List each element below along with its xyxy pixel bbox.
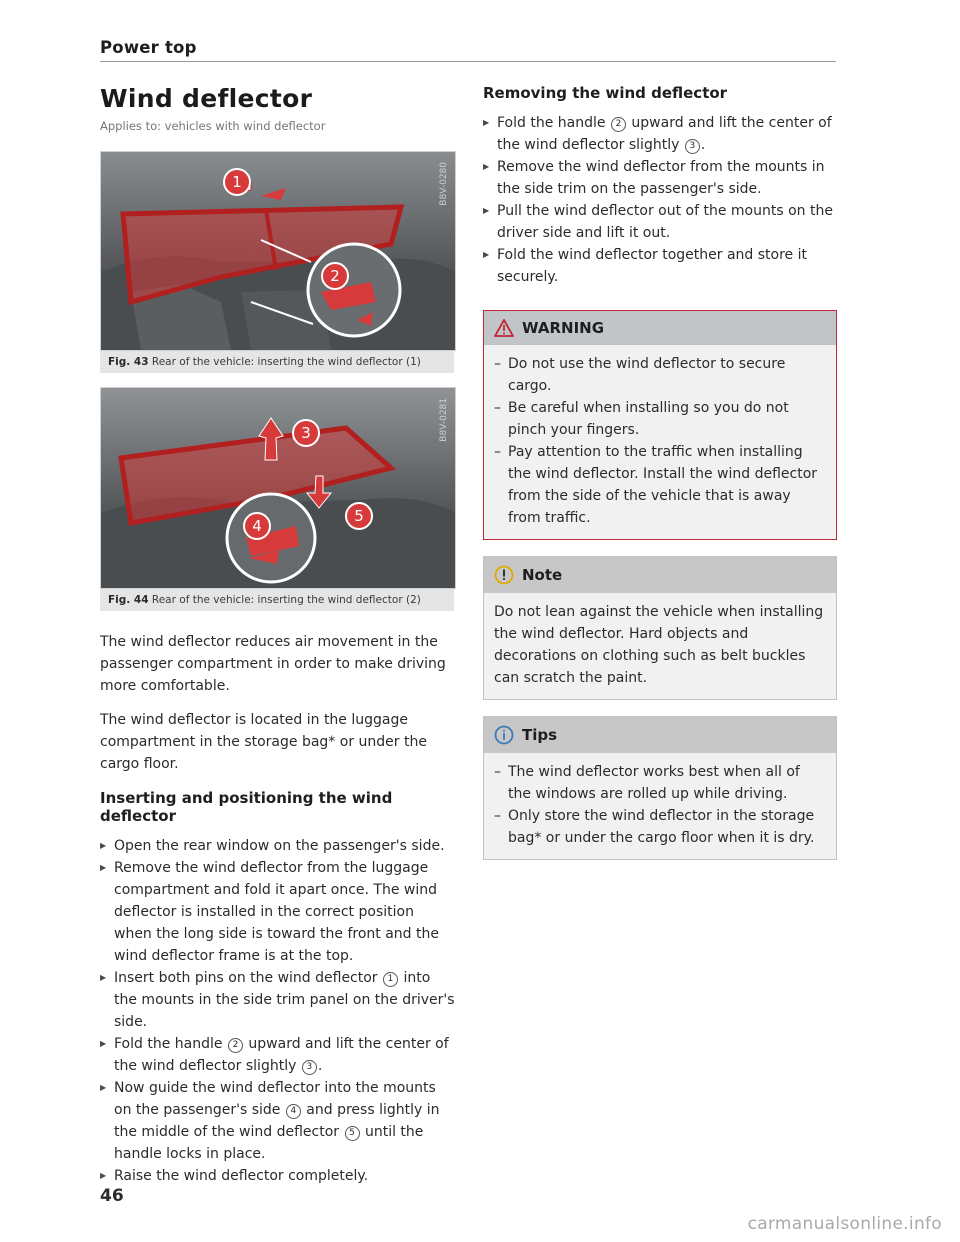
callout-ref-3b: 3 — [685, 139, 700, 154]
figure-44-code: B8V-0281 — [439, 398, 449, 442]
warning-body — [484, 345, 836, 539]
inserting-step-2: ▶ Remove the wind deflector from the luggage compartment and fold it apart once. The wind deflector is installed in the correct position when the long side is toward the front and the wind deflector frame is at the top. — [100, 857, 456, 967]
warning-label: WARNING — [522, 319, 605, 337]
inserting-step-6: ▶ Raise the wind deflector completely. — [100, 1165, 456, 1187]
note-label: Note — [522, 566, 563, 584]
callout-1: 1 — [232, 173, 242, 191]
callout-3: 3 — [301, 424, 311, 442]
warning-box — [483, 310, 837, 540]
info-icon — [494, 725, 514, 745]
inserting-step-4: ▶ Fold the handle 2 upward and lift the center of the wind deflector slightly 3 . — [100, 1033, 456, 1077]
tips-item-1: – The wind deflector works best when all of the windows are rolled up while driving. — [494, 761, 826, 805]
tips-item-2: – Only store the wind deflector in the storage bag* or under the cargo floor when it is dry. — [494, 805, 826, 849]
warning-triangle-icon — [494, 319, 514, 337]
removing-step-3: ▶ Pull the wind deflector out of the mounts on the driver side and lift it out. — [483, 200, 837, 244]
removing-step-4: ▶ Fold the wind deflector together and store it securely. — [483, 244, 837, 288]
note-exclamation-icon — [494, 565, 514, 585]
figure-44-label: Fig. 44 — [108, 594, 149, 606]
figure-43 — [100, 151, 456, 373]
warning-item-1: – Do not use the wind deflector to secure cargo. — [494, 353, 826, 397]
page-number: 46 — [100, 1186, 124, 1206]
callout-5: 5 — [354, 507, 364, 525]
removing-steps — [483, 112, 837, 288]
callout-ref-5: 5 — [345, 1126, 360, 1141]
removing-heading: Removing the wind deflector — [483, 84, 728, 102]
note-header — [484, 557, 836, 593]
inserting-step-5: ▶ Now guide the wind deflector into the mounts on the passenger's side 4 and press lightly in the middle of the wind deflector 5 until the handle locks in place. — [100, 1077, 456, 1165]
callout-ref-2b: 2 — [611, 117, 626, 132]
figure-44-caption-text: Rear of the vehicle: inserting the wind deflector (2) — [151, 594, 421, 606]
tips-label: Tips — [522, 726, 558, 744]
warning-item-2: – Be careful when installing so you do not pinch your fingers. — [494, 397, 826, 441]
page-header — [100, 38, 836, 62]
figure-43-caption-text: Rear of the vehicle: inserting the wind deflector (1) — [151, 356, 421, 368]
warning-header — [484, 311, 836, 345]
callout-ref-2: 2 — [228, 1038, 243, 1053]
applies-to-note: Applies to: vehicles with wind deflector — [100, 119, 326, 133]
inserting-step-3: ▶ Insert both pins on the wind deflector 1 into the mounts in the side trim panel on the driver's side. — [100, 967, 456, 1033]
running-head: Power top — [100, 38, 197, 57]
intro-paragraph-2: The wind deflector is located in the luggage compartment in the storage bag* or under the cargo floor. — [100, 712, 427, 772]
callout-ref-1: 1 — [383, 972, 398, 987]
callout-ref-4: 4 — [286, 1104, 301, 1119]
intro-paragraph-1: The wind deflector reduces air movement in the passenger compartment in order to make driving more comfortable. — [100, 634, 446, 694]
figure-43-code: B8V-0280 — [439, 162, 449, 206]
tips-header — [484, 717, 836, 753]
warning-item-3: – Pay attention to the traffic when installing the wind deflector. Install the wind deflector from the side of the vehicle that is away from traffic. — [494, 441, 826, 529]
figure-43-caption — [100, 351, 454, 373]
inserting-step-1: ▶ Open the rear window on the passenger's side. — [100, 835, 456, 857]
intro-text — [100, 631, 456, 775]
figure-44-caption — [100, 589, 454, 611]
inserting-heading: Inserting and positioning the wind deflector — [100, 789, 393, 825]
figure-44 — [100, 387, 456, 611]
callout-4: 4 — [252, 517, 262, 535]
tips-box — [483, 716, 837, 860]
note-text: Do not lean against the vehicle when installing the wind deflector. Hard objects and decorations on clothing such as belt buckles can scratch the paint. — [494, 604, 824, 686]
deflector-illustration-2 — [101, 388, 455, 588]
figure-44-image — [100, 387, 456, 589]
callout-2: 2 — [330, 267, 340, 285]
figure-43-label: Fig. 43 — [108, 356, 149, 368]
left-column — [100, 84, 456, 1187]
watermark: carmanualsonline.info — [747, 1214, 942, 1234]
figure-43-image — [100, 151, 456, 351]
right-column — [483, 84, 837, 860]
tips-body — [484, 753, 836, 859]
deflector-illustration-1 — [101, 152, 455, 350]
removing-step-1: ▶ Fold the handle 2 upward and lift the center of the wind deflector slightly 3 . — [483, 112, 837, 156]
note-body — [484, 593, 836, 699]
callout-ref-3: 3 — [302, 1060, 317, 1075]
removing-step-2: ▶ Remove the wind deflector from the mounts in the side trim on the passenger's side. — [483, 156, 837, 200]
note-box — [483, 556, 837, 700]
inserting-steps — [100, 835, 456, 1187]
page-title: Wind deflector — [100, 84, 313, 113]
